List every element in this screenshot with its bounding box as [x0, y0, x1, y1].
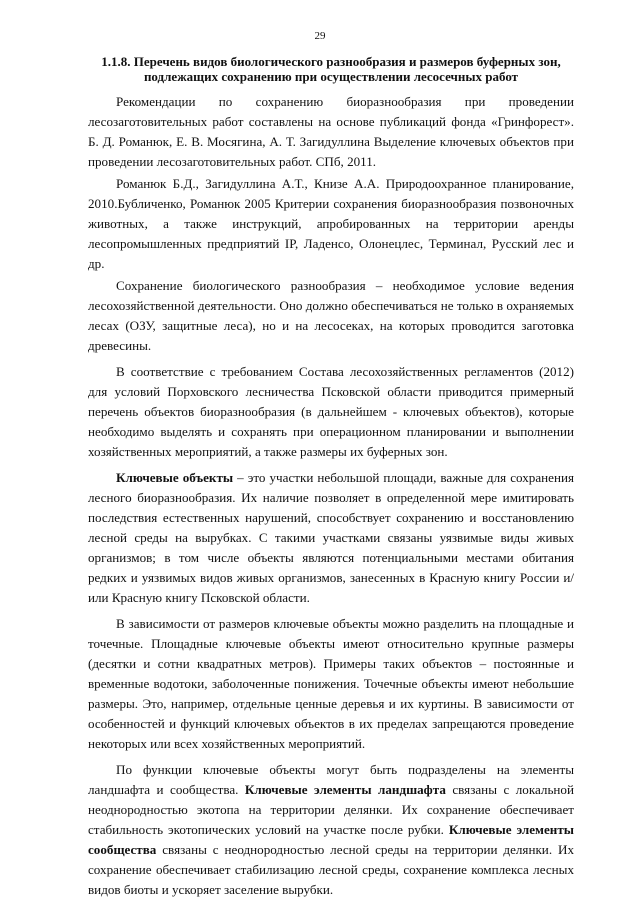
- heading-line-2: подлежащих сохранению при осуществлении лесосечных работ: [143, 69, 519, 84]
- paragraph-references: Романюк Б.Д., Загидуллина А.Т., Книзе А.А. Природоохранное планирование, 2010.Бубличенко, Романюк 2005 Критерии сохранения биоразнообразия позвоночных животных, а также инструкций, апробированных на территории аренды лесопромышленных предприятий IP, Ладенсо, Олонецлес, Терминал, Русский лес и др.: [88, 176, 574, 271]
- paragraph-object-sizes: В зависимости от размеров ключевые объекты можно разделить на площадные и точечные. Площадные ключевые объекты имеют относительно крупные размеры (десятки и сотни квадратных метров). Примеры таких объектов – постоянные и временные водотоки, заболоченные понижения. Точечные объекты имеют небольшие размеры. Это, например, отдельные ценные деревья и их куртины. В зависимости от особенностей и функций ключевых объектов в их пределах запрещаются проведение некоторых или всех хозяйственных мероприятий.: [88, 616, 574, 751]
- document-body: [88, 92, 574, 906]
- functions-intro: По функции ключевые объекты могут быть подразделены на элементы ландшафта и сообщества.: [88, 762, 574, 797]
- heading-line-1: 1.1.8. Перечень видов биологического разнообразия и размеров буферных зон,: [101, 54, 561, 69]
- page-number: 29: [314, 30, 326, 42]
- landscape-elements-term: Ключевые элементы ландшафта: [244, 782, 446, 797]
- paragraph-object-functions: [88, 760, 574, 900]
- paragraph-biodiversity: Сохранение биологического разнообразия – необходимое условие ведения лесохозяйственной деятельности. Оно должно обеспечиваться не только в охраняемых лесах (ОЗУ, защитные леса), но и на лесосеках, на которых проводится заготовка древесины.: [88, 278, 574, 353]
- community-elements-term: Ключевые элементы сообщества: [88, 822, 574, 857]
- key-objects-definition: – это участки небольшой площади, важные для сохранения лесного биоразнообразия. Их наличие позволяет в определенной мере имитировать последствия естественных нарушений, способствует сохранению и восстановлению лесной среды на вырубках. С такими участками связаны уязвимые виды живых организмов; в том числе объекты являются потенциальными местами обитания редких и уязвимых видов живых организмов, занесенных в Красную книгу России и/или Красную книгу Псковской области.: [88, 470, 574, 605]
- paragraph-regulations: В соответствие с требованием Состава лесохозяйственных регламентов (2012) для условий Порховского лесничества Псковской области приводится примерный перечень объектов биоразнообразия (в дальнейшем - ключевых объектов), которые необходимо выделять и сохранять при операционном планировании и выполнении хозяйственных мероприятий, а также размеры их буферных зон.: [88, 364, 574, 459]
- landscape-elements-text: связаны с локальной неоднородностью экотопа на территории делянки. Их сохранение обеспечивает стабильность экотопических условий на участке после рубки.: [88, 782, 574, 837]
- section-heading: [88, 54, 574, 84]
- community-elements-text: связаны с неоднородностью лесной среды на территории делянки. Их сохранение обеспечивает стабилизацию лесной среды, сохранение комплекса лесных видов биоты и ускоряет заселение вырубки.: [88, 842, 574, 897]
- paragraph-key-objects: [88, 468, 574, 608]
- paragraph-recommendations: Рекомендации по сохранению биоразнообразия при проведении лесозаготовительных работ составлены на основе публикаций фонда «Гринфорест». Б. Д. Романюк, Е. В. Мосягина, А. Т. Загидуллина Выделение ключевых объектов при проведении лесозаготовительных работ. СПб, 2011.: [88, 94, 574, 169]
- key-objects-term: Ключевые объекты: [116, 470, 234, 485]
